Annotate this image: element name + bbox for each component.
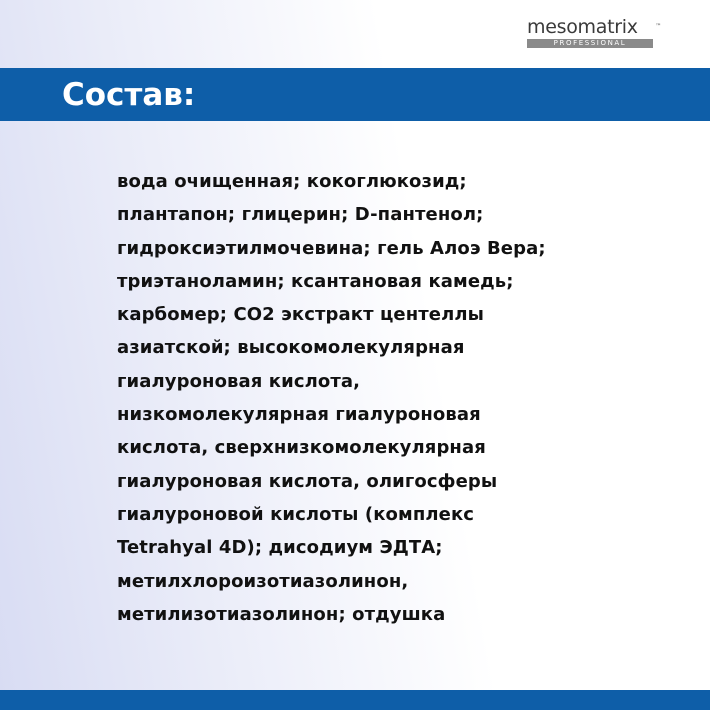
- ingredient-line: азиатской; высокомолекулярная: [117, 337, 465, 359]
- title-banner: [0, 68, 710, 121]
- ingredient-line: низкомолекулярная гиалуроновая: [117, 404, 481, 426]
- logo-trademark: ™: [655, 23, 661, 30]
- brand-logo: [527, 16, 661, 48]
- ingredient-line: кислота, сверхнизкомолекулярная: [117, 437, 486, 459]
- ingredient-line: Tetrahyal 4D); дисодиум ЭДТА;: [117, 537, 443, 559]
- logo-subline: PROFESSIONAL: [527, 39, 653, 48]
- ingredient-line: гиалуроновой кислоты (комплекс: [117, 503, 475, 525]
- page-title: Состав:: [62, 77, 196, 113]
- ingredient-line: карбомер; СО2 экстракт центеллы: [117, 304, 485, 326]
- logo-wordmark: [527, 16, 661, 38]
- ingredient-line: гидроксиэтилмочевина; гель Алоэ Вера;: [117, 237, 546, 259]
- ingredient-line: метилизотиазолинон; отдушка: [117, 603, 446, 625]
- ingredient-line: триэтаноламин; ксантановая камедь;: [117, 270, 514, 292]
- ingredient-line: гиалуроновая кислота,: [117, 370, 361, 392]
- ingredients-list: [117, 165, 577, 631]
- ingredient-line: вода очищенная; кокоглюкозид;: [117, 171, 467, 192]
- bottom-bar: [0, 690, 710, 710]
- ingredient-line: плантапон; глицерин; D-пантенол;: [117, 204, 484, 226]
- logo-wordmark-text: mesomatrix: [527, 16, 638, 38]
- ingredient-line: метилхлороизотиазолинон,: [117, 570, 409, 592]
- ingredient-line: гиалуроновая кислота, олигосферы: [117, 470, 498, 492]
